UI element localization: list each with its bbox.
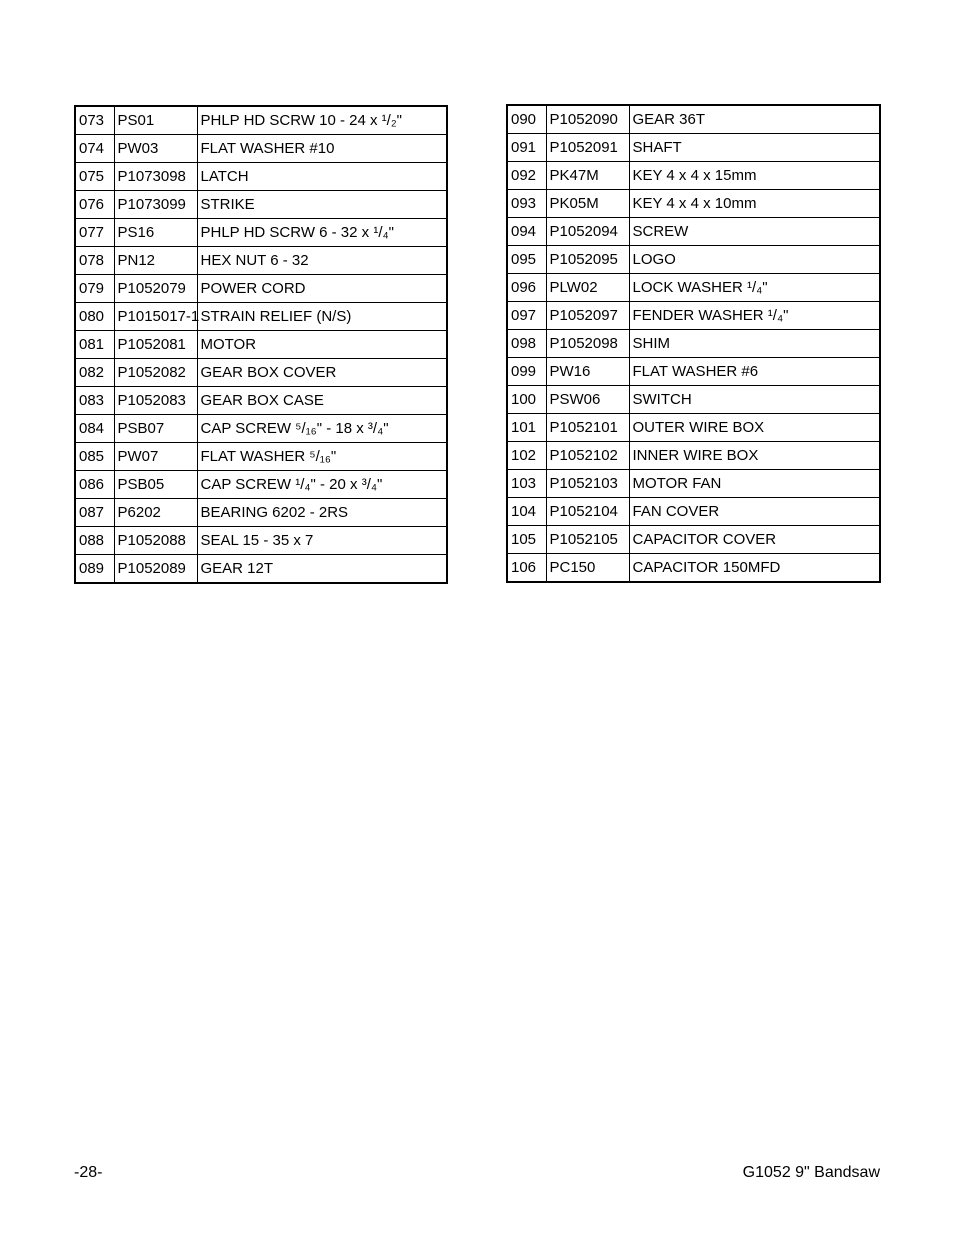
description-cell: STRIKE <box>197 191 447 219</box>
description-cell: BEARING 6202 - 2RS <box>197 499 447 527</box>
table-row <box>75 303 447 331</box>
part-number-cell: P1052097 <box>546 302 629 330</box>
table-row <box>75 106 447 135</box>
description-cell: CAP SCREW ¹/₄" - 20 x ³/₄" <box>197 471 447 499</box>
ref-number-cell: 082 <box>75 359 114 387</box>
table-row <box>507 386 880 414</box>
table-row <box>75 359 447 387</box>
description-cell: HEX NUT 6 - 32 <box>197 247 447 275</box>
part-number-cell: PS16 <box>114 219 197 247</box>
part-number-cell: P1052090 <box>546 105 629 134</box>
description-cell: STRAIN RELIEF (N/S) <box>197 303 447 331</box>
part-number-cell: P1052098 <box>546 330 629 358</box>
ref-number-cell: 079 <box>75 275 114 303</box>
description-cell: FLAT WASHER #6 <box>629 358 880 386</box>
table-row <box>75 499 447 527</box>
part-number-cell: P1052095 <box>546 246 629 274</box>
ref-number-cell: 078 <box>75 247 114 275</box>
table-row <box>75 331 447 359</box>
manual-title: G1052 9" Bandsaw <box>742 1164 880 1181</box>
ref-number-cell: 076 <box>75 191 114 219</box>
description-cell: INNER WIRE BOX <box>629 442 880 470</box>
table-row <box>507 470 880 498</box>
part-number-cell: PK05M <box>546 190 629 218</box>
description-cell: LATCH <box>197 163 447 191</box>
part-number-cell: PS01 <box>114 106 197 135</box>
ref-number-cell: 093 <box>507 190 546 218</box>
description-cell: FLAT WASHER ⁵/₁₆" <box>197 443 447 471</box>
ref-number-cell: 086 <box>75 471 114 499</box>
part-number-cell: PW07 <box>114 443 197 471</box>
part-number-cell: PSB07 <box>114 415 197 443</box>
ref-number-cell: 106 <box>507 554 546 583</box>
table-row <box>507 162 880 190</box>
description-cell: FAN COVER <box>629 498 880 526</box>
table-row <box>75 443 447 471</box>
description-cell: LOCK WASHER ¹/₄" <box>629 274 880 302</box>
table-row <box>507 274 880 302</box>
parts-table-right <box>506 104 881 583</box>
part-number-cell: P1073098 <box>114 163 197 191</box>
description-cell: GEAR 36T <box>629 105 880 134</box>
part-number-cell: PC150 <box>546 554 629 583</box>
table-row <box>507 218 880 246</box>
table-row <box>507 498 880 526</box>
table-row <box>507 330 880 358</box>
part-number-cell: P1052104 <box>546 498 629 526</box>
part-number-cell: P1052079 <box>114 275 197 303</box>
table-row <box>75 135 447 163</box>
table-row <box>507 554 880 583</box>
part-number-cell: P1052102 <box>546 442 629 470</box>
table-row <box>75 191 447 219</box>
part-number-cell: PSB05 <box>114 471 197 499</box>
ref-number-cell: 101 <box>507 414 546 442</box>
ref-number-cell: 075 <box>75 163 114 191</box>
parts-table-left <box>74 105 448 584</box>
ref-number-cell: 077 <box>75 219 114 247</box>
part-number-cell: P1052105 <box>546 526 629 554</box>
table-row <box>507 105 880 134</box>
table-row <box>507 442 880 470</box>
part-number-cell: P1052101 <box>546 414 629 442</box>
table-row <box>507 246 880 274</box>
ref-number-cell: 091 <box>507 134 546 162</box>
table-row <box>507 414 880 442</box>
description-cell: FLAT WASHER #10 <box>197 135 447 163</box>
table-row <box>507 302 880 330</box>
table-row <box>507 190 880 218</box>
part-number-cell: PW03 <box>114 135 197 163</box>
part-number-cell: PW16 <box>546 358 629 386</box>
description-cell: POWER CORD <box>197 275 447 303</box>
description-cell: OUTER WIRE BOX <box>629 414 880 442</box>
ref-number-cell: 096 <box>507 274 546 302</box>
part-number-cell: P1015017-1 <box>114 303 197 331</box>
description-cell: GEAR BOX COVER <box>197 359 447 387</box>
part-number-cell: P1073099 <box>114 191 197 219</box>
part-number-cell: P1052091 <box>546 134 629 162</box>
description-cell: SEAL 15 - 35 x 7 <box>197 527 447 555</box>
table-row <box>75 555 447 584</box>
table-row <box>75 387 447 415</box>
description-cell: PHLP HD SCRW 6 - 32 x ¹/₄" <box>197 219 447 247</box>
description-cell: CAPACITOR 150MFD <box>629 554 880 583</box>
ref-number-cell: 095 <box>507 246 546 274</box>
part-number-cell: PLW02 <box>546 274 629 302</box>
part-number-cell: P1052081 <box>114 331 197 359</box>
table-row <box>507 358 880 386</box>
table-row <box>75 163 447 191</box>
ref-number-cell: 103 <box>507 470 546 498</box>
ref-number-cell: 087 <box>75 499 114 527</box>
ref-number-cell: 105 <box>507 526 546 554</box>
page-number: -28- <box>74 1164 103 1181</box>
description-cell: CAP SCREW ⁵/₁₆" - 18 x ³/₄" <box>197 415 447 443</box>
table-row <box>75 415 447 443</box>
ref-number-cell: 089 <box>75 555 114 584</box>
description-cell: LOGO <box>629 246 880 274</box>
ref-number-cell: 085 <box>75 443 114 471</box>
ref-number-cell: 104 <box>507 498 546 526</box>
description-cell: GEAR 12T <box>197 555 447 584</box>
description-cell: MOTOR FAN <box>629 470 880 498</box>
ref-number-cell: 088 <box>75 527 114 555</box>
ref-number-cell: 100 <box>507 386 546 414</box>
part-number-cell: PN12 <box>114 247 197 275</box>
part-number-cell: P1052094 <box>546 218 629 246</box>
description-cell: FENDER WASHER ¹/₄" <box>629 302 880 330</box>
ref-number-cell: 083 <box>75 387 114 415</box>
part-number-cell: P1052082 <box>114 359 197 387</box>
description-cell: PHLP HD SCRW 10 - 24 x ¹/₂" <box>197 106 447 135</box>
part-number-cell: P1052089 <box>114 555 197 584</box>
ref-number-cell: 098 <box>507 330 546 358</box>
part-number-cell: P1052083 <box>114 387 197 415</box>
ref-number-cell: 080 <box>75 303 114 331</box>
ref-number-cell: 090 <box>507 105 546 134</box>
ref-number-cell: 097 <box>507 302 546 330</box>
ref-number-cell: 099 <box>507 358 546 386</box>
part-number-cell: P1052103 <box>546 470 629 498</box>
description-cell: SHAFT <box>629 134 880 162</box>
ref-number-cell: 073 <box>75 106 114 135</box>
ref-number-cell: 084 <box>75 415 114 443</box>
table-row <box>75 247 447 275</box>
ref-number-cell: 092 <box>507 162 546 190</box>
ref-number-cell: 081 <box>75 331 114 359</box>
table-row <box>75 219 447 247</box>
part-number-cell: P6202 <box>114 499 197 527</box>
description-cell: MOTOR <box>197 331 447 359</box>
table-row <box>507 134 880 162</box>
ref-number-cell: 094 <box>507 218 546 246</box>
part-number-cell: PSW06 <box>546 386 629 414</box>
table-row <box>75 527 447 555</box>
part-number-cell: P1052088 <box>114 527 197 555</box>
description-cell: SHIM <box>629 330 880 358</box>
table-row <box>507 526 880 554</box>
description-cell: SWITCH <box>629 386 880 414</box>
table-row <box>75 275 447 303</box>
table-row <box>75 471 447 499</box>
part-number-cell: PK47M <box>546 162 629 190</box>
description-cell: CAPACITOR COVER <box>629 526 880 554</box>
description-cell: KEY 4 x 4 x 10mm <box>629 190 880 218</box>
description-cell: SCREW <box>629 218 880 246</box>
description-cell: KEY 4 x 4 x 15mm <box>629 162 880 190</box>
ref-number-cell: 074 <box>75 135 114 163</box>
ref-number-cell: 102 <box>507 442 546 470</box>
description-cell: GEAR BOX CASE <box>197 387 447 415</box>
